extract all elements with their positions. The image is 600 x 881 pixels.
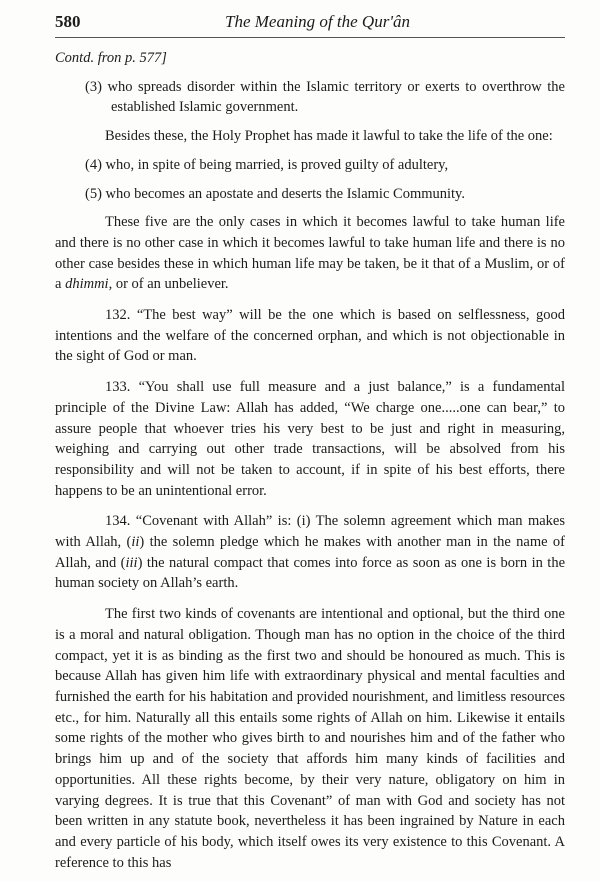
running-title: The Meaning of the Qur'ân <box>225 12 410 31</box>
list-item-4: (4) who, in spite of being married, is proved guilty of adultery, <box>85 156 449 173</box>
note-133: 133. “You shall use full measure and a just balance,” is a fundamental principle of the Divine Law: Allah has added, “We charge one.....one can bear,” to assure people that whoever tries his very best to be just and right in measuring, weighing and carrying out other trade transactions, will be absolved from his responsibility and will not be taken to account, if in spite of his best efforts, there happens to be an unintentional error. <box>55 379 565 499</box>
list-item-3: (3) who spreads disorder within the Islamic territory or exerts to overthrow the established Islamic government. <box>85 78 565 116</box>
header-rule <box>55 37 565 38</box>
continuation-note: Contd. fron p. 577] <box>55 50 167 66</box>
five-cases-text-a: These five are the only cases in which it becomes lawful to take human life and there is no other case in which it becomes lawful to take human life and there is no other case besides these in which human life may be taken, be it that of a Muslim, or of a <box>55 214 565 293</box>
page-header <box>55 12 560 36</box>
note-132: 132. “The best way” will be the one which is based on selflessness, good intentions and the welfare of the concerned orphan, and which is not objectionable in the sight of God or man. <box>55 307 565 365</box>
five-cases-text-b: or of an unbeliever. <box>112 276 229 293</box>
roman-ii: ii <box>131 534 140 551</box>
roman-iii: iii <box>125 554 138 571</box>
paragraph-besides: Besides these, the Holy Prophet has made it lawful to take the life of the one: <box>105 128 553 145</box>
note-134-text-a: 134. “Covenant with Allah” is: (i) The solemn agreement which man makes with Allah, ( <box>55 513 565 551</box>
note-134-text-b: ) the solemn pledge which he makes with another man in the name of Allah, and ( <box>55 534 565 571</box>
paragraph-covenants: The first two kinds of covenants are intentional and optional, but the third one is a moral and natural obligation. Though man has no option in the choice of the third compact, yet it is as binding as the first two and should be honoured as much. This is because Allah has given him life with extraordinary physical and mental faculties and furnished the earth for his habitation and provided nourishment, and limitless resources etc., for him. Naturally all this entails some rights of Allah on him. Likewise it entails some rights of the mother who gives birth to and nourishes him and of the father who brings him up and of the society that affords him many kinds of facilities and opportunities. All these rights become, by their very nature, obligatory on him in varying degrees. It is true that this Covenant” of man with God and society has not been written in any statute book, nevertheless it has been ingrained by Nature in each and every particle of his body, which itself owes its very existence to this Covenant. A reference to this has <box>55 606 565 871</box>
list-item-5: (5) who becomes an apostate and deserts the Islamic Community. <box>85 185 465 202</box>
term-dhimmi: dhimmi, <box>65 276 113 293</box>
page-body <box>55 48 565 881</box>
page-number: 580 <box>55 12 81 31</box>
note-134-text-c: ) the natural compact that comes into force as soon as one is born in the human society on Allah’s earth. <box>55 554 566 592</box>
note-134 <box>55 511 565 594</box>
paragraph-five-cases <box>55 212 565 295</box>
